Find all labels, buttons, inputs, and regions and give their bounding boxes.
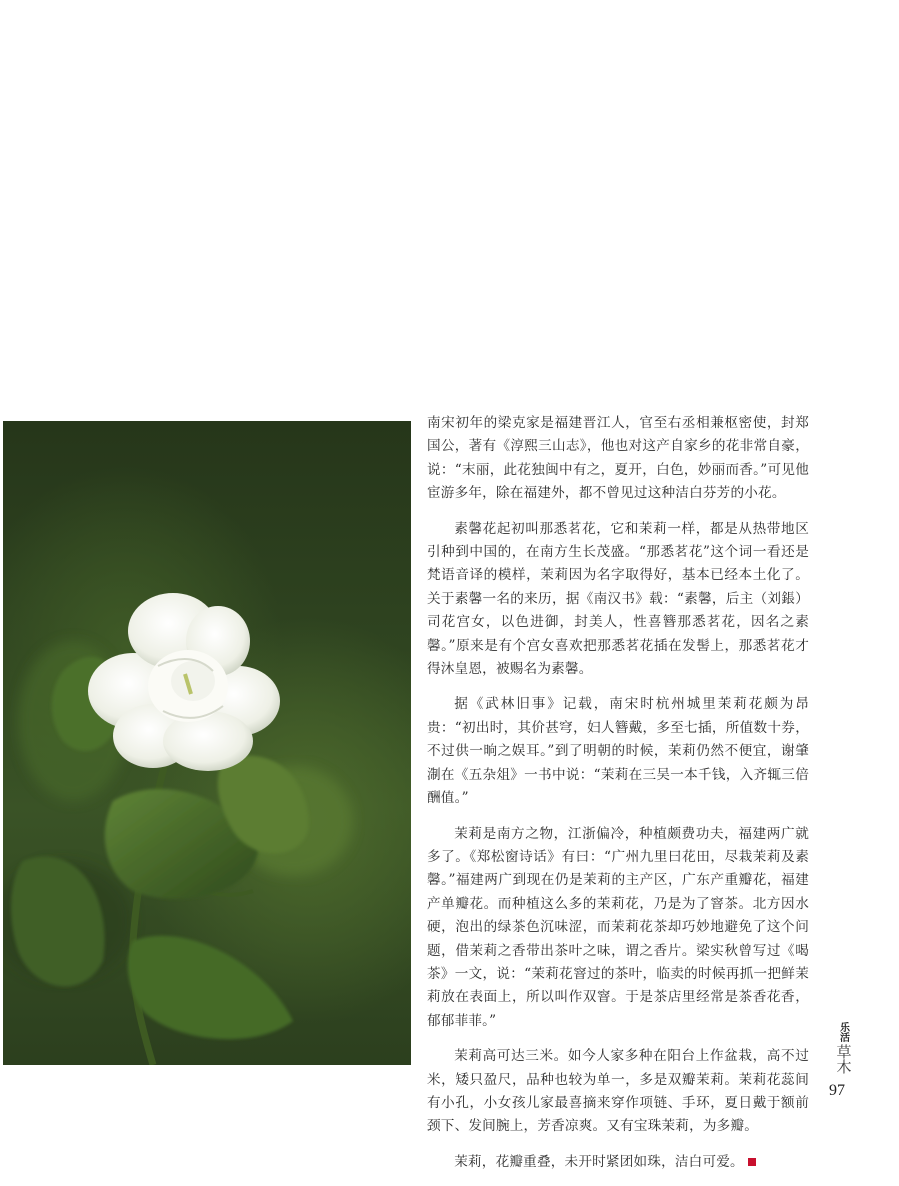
page-number: 97: [829, 1082, 845, 1099]
section-tag: [832, 1022, 854, 1074]
article-body: [427, 412, 809, 1186]
jasmine-flower-illustration: [3, 421, 411, 1065]
paragraph: 茉莉是南方之物，江浙偏冷，种植颇费功夫，福建两广就多了。《郑松窗诗话》有曰：“广州九里曰花田，尽栽茉莉及素馨。”福建两广到现在仍是茉莉的主产区，广东产重瓣花，福建产单瓣花。而种植这么多的茉莉花，乃是为了窨茶。北方因水硬，泡出的绿茶色沉味涩，而茉莉花茶却巧妙地避免了这个问题，借茉莉之香带出茶叶之味，谓之香片。梁实秋曾写过《喝茶》一文，说：“茉莉花窨过的茶叶，临卖的时候再抓一把鲜茉莉放在表面上，所以叫作双窨。于是茶店里经常是茶香花香，郁郁菲菲。”: [427, 825, 809, 1029]
paragraph-text: 茉莉，花瓣重叠，未开时紧团如珠，洁白可爱。: [454, 1153, 744, 1170]
paragraph: 据《武林旧事》记载，南宋时杭州城里茉莉花颇为昂贵：“初出时，其价甚穹，妇人簪戴，多至七插，所值数十券，不过供一晌之娱耳。”到了明朝的时候，茉莉仍然不便宜，谢肇淛在《五杂俎》一书中说：“茉莉在三吴一本千钱，入齐辄三倍酬值。”: [427, 696, 809, 807]
section-tag-title: 草木: [834, 1044, 853, 1074]
section-tag-small: 乐活: [837, 1022, 849, 1042]
jasmine-photo: [3, 421, 411, 1065]
paragraph: 茉莉高可达三米。如今人家多种在阳台上作盆栽，高不过米，矮只盈尺，品种也较为单一，多是双瓣茉莉。茉莉花蕊间有小孔，小女孩儿家最喜摘来穿作项链、手环，夏日戴于额前颈下、发间腕上，芳香凉爽。又有宝珠茉莉，为多瓣。: [427, 1048, 809, 1135]
end-mark-icon: [748, 1158, 756, 1166]
paragraph: 素馨花起初叫那悉茗花，它和茉莉一样，都是从热带地区引种到中国的，在南方生长茂盛。“那悉茗花”这个词一看还是梵语音译的模样，茉莉因为名字取得好，基本已经本土化了。关于素馨一名的来历，据《南汉书》载：“素馨，后主（刘鋹）司花宫女，以色进御，封美人，性喜簪那悉茗花，因名之素馨。”原来是有个宫女喜欢把那悉茗花插在发髻上，那悉茗花才得沐皇恩，被赐名为素馨。: [427, 520, 809, 678]
final-paragraph: [427, 1151, 809, 1174]
paragraph: 南宋初年的梁克家是福建晋江人，官至右丞相兼枢密使，封郑国公，著有《淳熙三山志》，他也对这产自家乡的花非常自豪，说：“末丽，此花独闽中有之，夏开，白色，妙丽而香。”可见他宦游多年，除在福建外，都不曾见过这种洁白芬芳的小花。: [427, 415, 809, 502]
